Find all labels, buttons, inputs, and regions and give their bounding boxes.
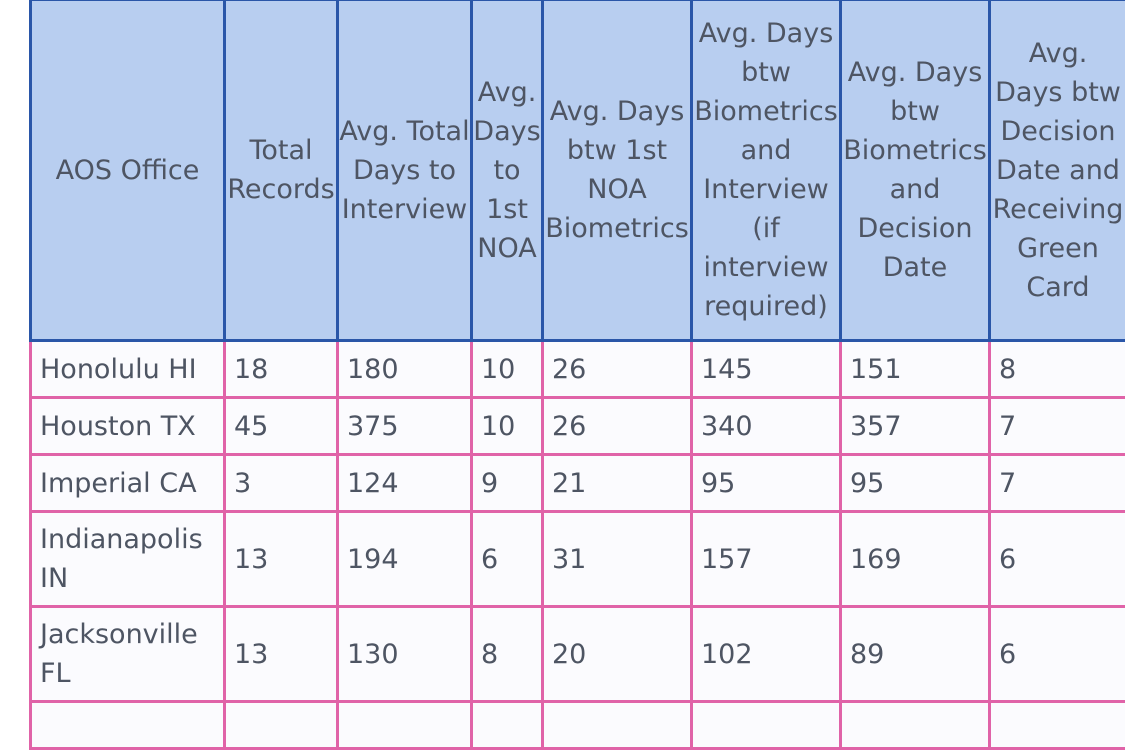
cell-noa-biometrics: 26 xyxy=(543,398,692,455)
header-avg-days-biometrics-interview[interactable]: Avg. Days btw Biometrics and Interview (if interview required) xyxy=(692,0,841,341)
cell-decision-green-card: 8 xyxy=(990,341,1125,398)
cell-total-records: 3 xyxy=(225,455,338,512)
table-row xyxy=(31,607,1125,702)
cell-total-records: 18 xyxy=(225,341,338,398)
cell-days-to-noa: 8 xyxy=(472,607,543,702)
cell-decision-green-card: 7 xyxy=(990,455,1125,512)
cell-biometrics-decision: 95 xyxy=(841,455,990,512)
cell-biometrics-interview xyxy=(692,702,841,749)
cell-total-records: 13 xyxy=(225,607,338,702)
header-avg-days-to-first-noa[interactable]: Avg. Days to 1st NOA xyxy=(472,0,543,341)
cell-avg-total-days: 130 xyxy=(338,607,472,702)
cell-decision-green-card: 6 xyxy=(990,607,1125,702)
cell-days-to-noa: 6 xyxy=(472,512,543,607)
aos-table-container xyxy=(29,0,1125,750)
cell-decision-green-card xyxy=(990,702,1125,749)
cell-biometrics-decision: 89 xyxy=(841,607,990,702)
cell-noa-biometrics: 21 xyxy=(543,455,692,512)
cell-avg-total-days: 124 xyxy=(338,455,472,512)
cell-biometrics-decision xyxy=(841,702,990,749)
cell-noa-biometrics: 26 xyxy=(543,341,692,398)
table-row-partial xyxy=(31,702,1125,749)
cell-biometrics-decision: 151 xyxy=(841,341,990,398)
cell-office: Honolulu HI xyxy=(31,341,225,398)
cell-biometrics-interview: 102 xyxy=(692,607,841,702)
cell-total-records xyxy=(225,702,338,749)
header-avg-days-decision-green-card[interactable]: Avg. Days btw Decision Date and Receiving Green Card xyxy=(990,0,1125,341)
cell-office xyxy=(31,702,225,749)
table-row xyxy=(31,512,1125,607)
table-row xyxy=(31,455,1125,512)
header-avg-days-noa-biometrics[interactable]: Avg. Days btw 1st NOA Biometrics xyxy=(543,0,692,341)
header-aos-office[interactable]: AOS Office xyxy=(31,0,225,341)
cell-decision-green-card: 7 xyxy=(990,398,1125,455)
cell-noa-biometrics: 31 xyxy=(543,512,692,607)
cell-noa-biometrics xyxy=(543,702,692,749)
cell-office: Jacksonville FL xyxy=(31,607,225,702)
header-avg-total-days-to-interview[interactable]: Avg. Total Days to Interview xyxy=(338,0,472,341)
cell-noa-biometrics: 20 xyxy=(543,607,692,702)
table-header-row xyxy=(31,0,1125,341)
cell-days-to-noa: 10 xyxy=(472,341,543,398)
cell-total-records: 45 xyxy=(225,398,338,455)
cell-avg-total-days xyxy=(338,702,472,749)
table-row xyxy=(31,341,1125,398)
cell-days-to-noa xyxy=(472,702,543,749)
cell-biometrics-decision: 357 xyxy=(841,398,990,455)
header-avg-days-biometrics-decision[interactable]: Avg. Days btw Biometrics and Decision Date xyxy=(841,0,990,341)
table-row xyxy=(31,398,1125,455)
cell-office: Indianapolis IN xyxy=(31,512,225,607)
cell-days-to-noa: 10 xyxy=(472,398,543,455)
cell-avg-total-days: 180 xyxy=(338,341,472,398)
cell-biometrics-interview: 340 xyxy=(692,398,841,455)
cell-total-records: 13 xyxy=(225,512,338,607)
cell-avg-total-days: 375 xyxy=(338,398,472,455)
cell-biometrics-interview: 157 xyxy=(692,512,841,607)
cell-days-to-noa: 9 xyxy=(472,455,543,512)
aos-processing-times-table xyxy=(29,0,1125,750)
header-total-records[interactable]: Total Records xyxy=(225,0,338,341)
cell-biometrics-interview: 95 xyxy=(692,455,841,512)
cell-avg-total-days: 194 xyxy=(338,512,472,607)
cell-decision-green-card: 6 xyxy=(990,512,1125,607)
cell-biometrics-decision: 169 xyxy=(841,512,990,607)
cell-office: Imperial CA xyxy=(31,455,225,512)
cell-biometrics-interview: 145 xyxy=(692,341,841,398)
cell-office: Houston TX xyxy=(31,398,225,455)
